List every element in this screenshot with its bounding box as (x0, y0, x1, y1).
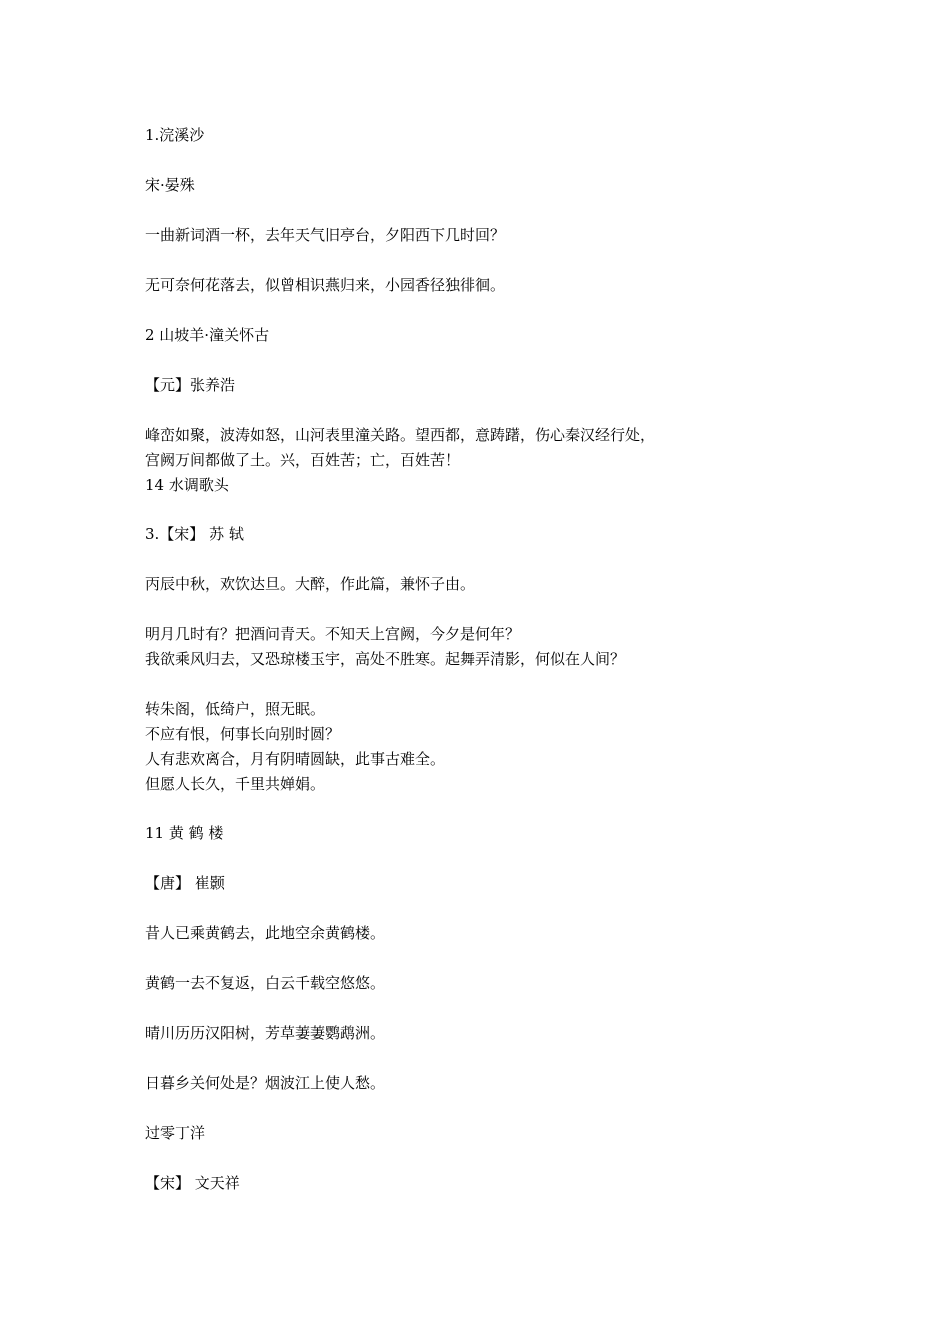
text-line: 晴川历历汉阳树，芳草萋萋鹦鹉洲。 (145, 1024, 386, 1042)
text-line: 过零丁洋 (145, 1124, 206, 1142)
poem-verse-block (145, 423, 845, 498)
poem-verse (145, 1071, 845, 1096)
text-line: 3.【宋】 苏 轼 (145, 525, 244, 543)
poem-author-zhangyanghao (145, 373, 845, 398)
poem-verse-block (145, 622, 845, 672)
text-line: 宋·晏殊 (145, 176, 195, 194)
poem-verse (145, 971, 845, 996)
poem-verse (145, 273, 845, 298)
text-line: 人有悲欢离合，月有阴晴圆缺，此事古难全。 (145, 750, 446, 768)
poem-preface (145, 572, 845, 597)
text-line: 【唐】 崔颢 (145, 874, 225, 892)
poem-title-huanghelou (145, 821, 845, 846)
poem-title-guolingdingyang (145, 1121, 845, 1146)
poem-verse (145, 921, 845, 946)
poem-verse (145, 1021, 845, 1046)
poem-author-sushi (145, 522, 845, 547)
text-line: 1.浣溪沙 (145, 126, 205, 144)
text-line: 丙辰中秋，欢饮达旦。大醉，作此篇，兼怀子由。 (145, 575, 476, 593)
poem-author-yanshu (145, 173, 845, 198)
text-line: 不应有恨，何事长向别时圆？ (145, 725, 341, 743)
poem-title-shanpoyang (145, 323, 845, 348)
text-line: 2 山坡羊·潼关怀古 (145, 326, 270, 344)
text-line: 我欲乘风归去，又恐琼楼玉宇，高处不胜寒。起舞弄清影，何似在人间？ (145, 650, 626, 668)
poem-title-shuidiaogetou: 14 水调歌头 (145, 476, 229, 494)
text-line: 无可奈何花落去，似曾相识燕归来，小园香径独徘徊。 (145, 276, 506, 294)
text-line: 峰峦如聚，波涛如怒，山河表里潼关路。望西都，意踌躇，伤心秦汉经行处， (145, 426, 656, 444)
text-line: 11 黄 鹤 楼 (145, 824, 224, 842)
text-line: 日暮乡关何处是？烟波江上使人愁。 (145, 1074, 386, 1092)
text-line: 【元】张养浩 (145, 376, 236, 394)
poem-author-cuihao (145, 871, 845, 896)
poem-author-wentianxiang (145, 1171, 845, 1196)
poem-verse-block (145, 697, 845, 797)
text-line: 但愿人长久，千里共婵娟。 (145, 775, 326, 793)
text-line: 黄鹤一去不复返，白云千载空悠悠。 (145, 974, 386, 992)
poem-verse (145, 223, 845, 248)
text-line: 一曲新词酒一杯，去年天气旧亭台，夕阳西下几时回？ (145, 226, 506, 244)
poem-title-huanxisha (145, 123, 845, 148)
text-line: 【宋】 文天祥 (145, 1174, 240, 1192)
text-line: 转朱阁，低绮户，照无眠。 (145, 700, 326, 718)
text-line: 昔人已乘黄鹤去，此地空余黄鹤楼。 (145, 924, 386, 942)
text-line: 明月几时有？把酒问青天。不知天上宫阙，今夕是何年？ (145, 625, 521, 643)
text-line: 宫阙万间都做了土。兴，百姓苦；亡，百姓苦！ (145, 451, 461, 469)
